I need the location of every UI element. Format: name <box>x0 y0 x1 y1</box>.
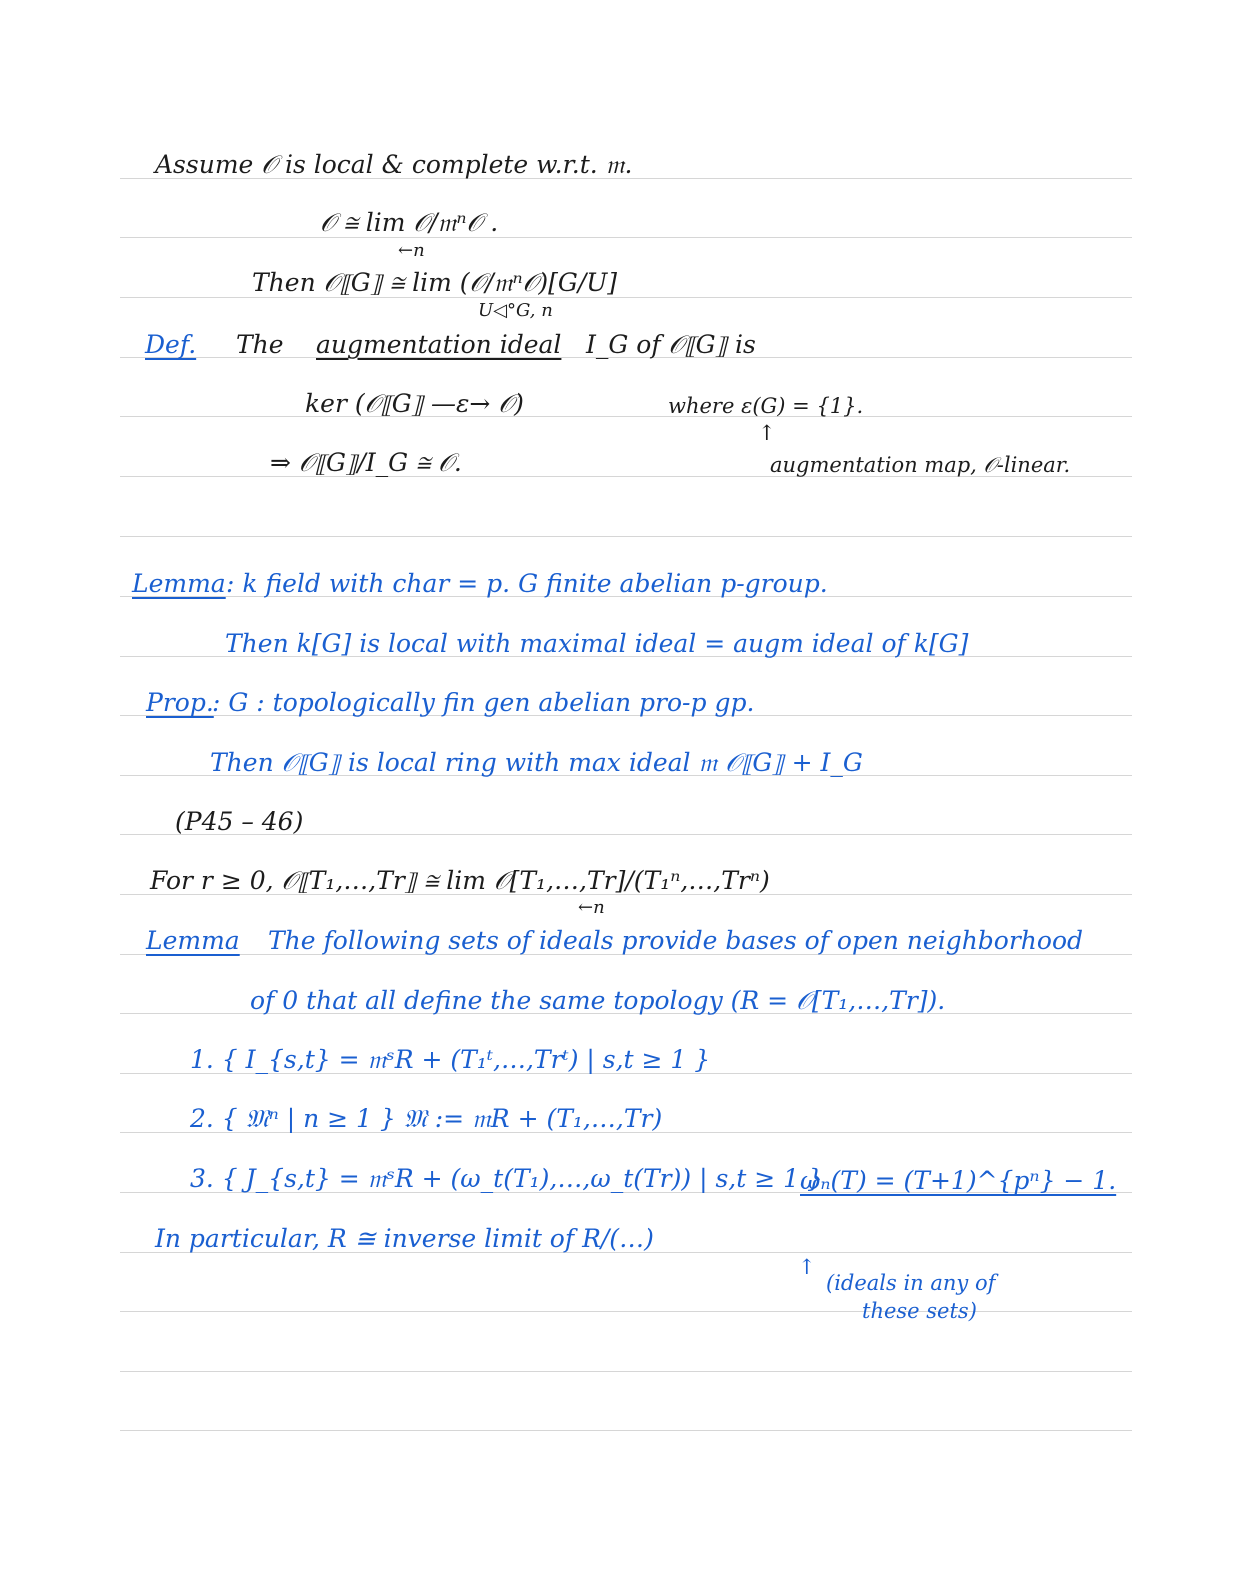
note-line-complete-iso: 𝒪 ≅ lim 𝒪/𝔪ⁿ𝒪 . <box>320 208 499 237</box>
def-kernel: ker (𝒪⟦G⟧ —ε→ 𝒪) <box>305 389 524 418</box>
prop-label: Prop. <box>146 688 214 717</box>
prop-statement: : G : topologically fin gen abelian pro-p gp. <box>212 688 755 717</box>
lemma-statement: : k field with char = p. G finite abelian p-group. <box>226 569 828 598</box>
ideals-note-cont: these sets) <box>862 1299 977 1323</box>
lemma-conclusion: Then k[G] is local with maximal ideal = augm ideal of k[G] <box>225 629 969 658</box>
rule-line <box>120 416 1132 417</box>
def-term-augmentation-ideal: augmentation ideal <box>316 330 562 359</box>
prop-conclusion: Then 𝒪⟦G⟧ is local ring with max ideal 𝔪 𝒪⟦G⟧ + I_G <box>210 748 863 777</box>
note-line-group-ring-limit: Then 𝒪⟦G⟧ ≅ lim (𝒪/𝔪ⁿ𝒪)[G/U] <box>252 268 618 297</box>
omega-definition: ωₙ(T) = (T+1)^{pⁿ} − 1. <box>800 1166 1117 1195</box>
lemma2-statement: The following sets of ideals provide bases of open neighborhood <box>268 926 1084 955</box>
rule-line <box>120 1311 1132 1312</box>
lemma2-statement-cont: of 0 that all define the same topology (R = 𝒪[T₁,…,Tr]). <box>250 986 946 1015</box>
list-item-1: 1. { I_{s,t} = 𝔪ˢR + (T₁ᵗ,…,Trᵗ) | s,t ≥ 1 } <box>190 1045 711 1074</box>
limit-subscript: ←n <box>578 897 605 918</box>
pointer-arrow: ↑ <box>798 1255 816 1279</box>
ideals-note: (ideals in any of <box>826 1271 996 1295</box>
def-augmentation-map-note: augmentation map, 𝒪-linear. <box>770 453 1071 477</box>
def-label: Def. <box>145 330 197 359</box>
rule-line <box>120 1371 1132 1372</box>
def-where: where ε(G) = {1}. <box>668 394 864 418</box>
lemma-label: Lemma <box>132 569 226 598</box>
def-quotient: ⇒ 𝒪⟦G⟧/I_G ≅ 𝒪. <box>270 448 462 477</box>
def-text-the: The <box>236 330 284 359</box>
rule-line <box>120 536 1132 537</box>
rule-line <box>120 1430 1132 1431</box>
limit-subscript: U◁°G, n <box>478 300 553 321</box>
rule-line <box>120 237 1132 238</box>
note-line-assume: Assume 𝒪 is local & complete w.r.t. 𝔪. <box>155 150 633 179</box>
def-text-of: I_G of 𝒪⟦G⟧ is <box>586 330 756 359</box>
note-line-in-particular: In particular, R ≅ inverse limit of R/(…) <box>155 1224 654 1253</box>
list-item-2: 2. { 𝔐ⁿ | n ≥ 1 } 𝔐 := 𝔪R + (T₁,…,Tr) <box>190 1104 663 1133</box>
page-reference: (P45 – 46) <box>175 807 304 836</box>
def-pointer-arrow: ↑ <box>758 421 776 445</box>
lemma2-label: Lemma <box>146 926 240 955</box>
limit-subscript: ←n <box>398 240 425 261</box>
list-item-3: 3. { J_{s,t} = 𝔪ˢR + (ω_t(T₁),…,ω_t(Tr)) | s,t ≥ 1 } <box>190 1164 823 1193</box>
note-line-power-series: For r ≥ 0, 𝒪⟦T₁,…,Tr⟧ ≅ lim 𝒪[T₁,…,Tr]/(T₁ⁿ,…,Trⁿ) <box>150 866 770 895</box>
